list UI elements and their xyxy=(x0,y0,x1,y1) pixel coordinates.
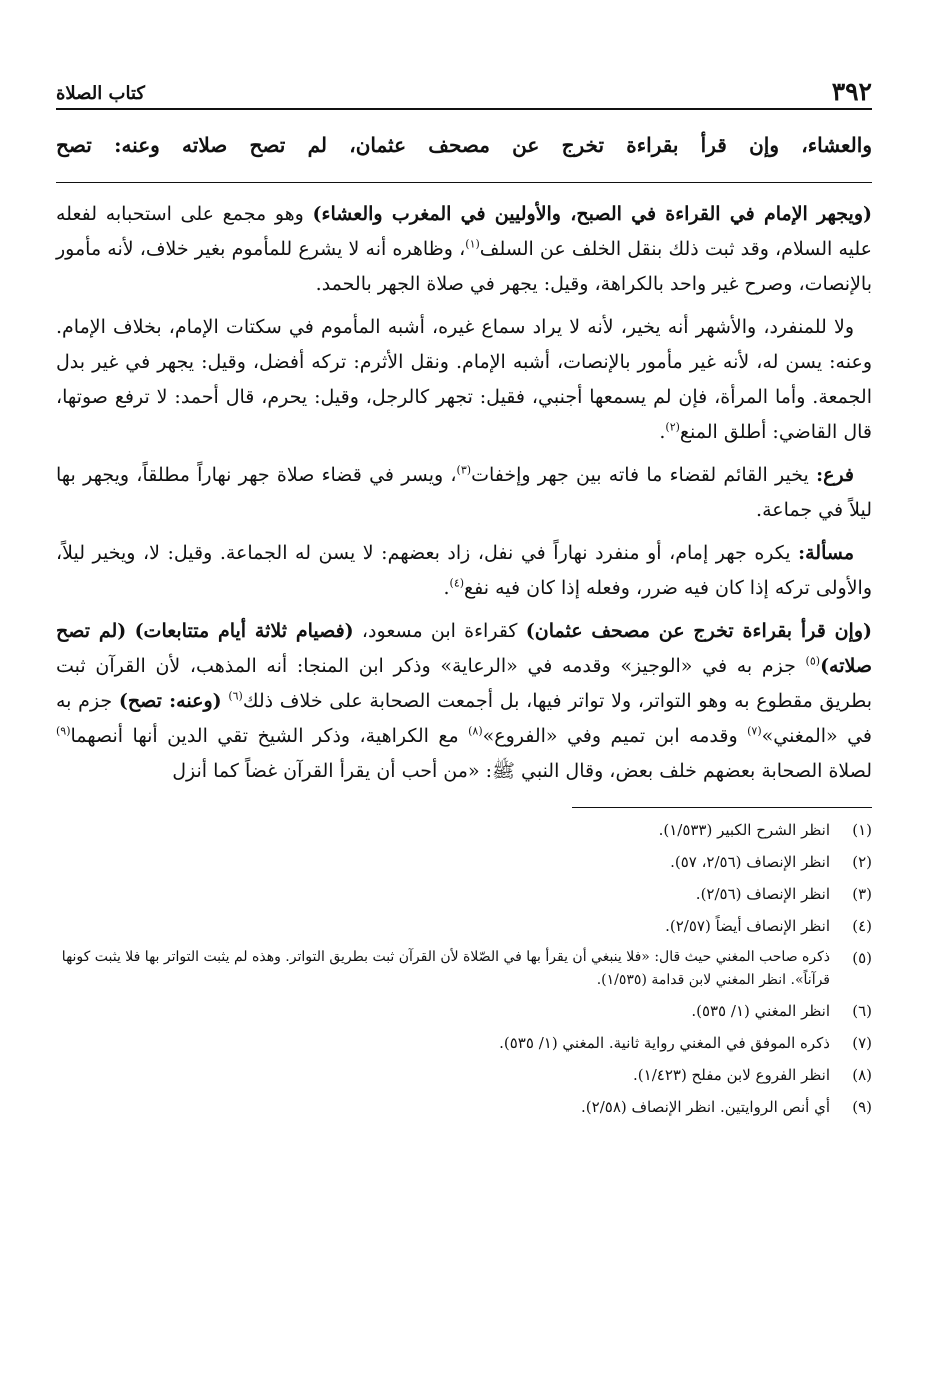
matn-block xyxy=(56,126,872,183)
footnote-ref-1[interactable]: (١) xyxy=(465,237,480,251)
quoted-matn: (وإن قرأ بقراءة تخرج عن مصحف عثمان) xyxy=(525,620,873,642)
footnote-4 xyxy=(56,914,872,939)
quoted-matn: (فصيام ثلاثة أيام متتابعات) xyxy=(134,620,354,642)
footnote-number: (١) xyxy=(852,821,872,839)
footnote-ref-2[interactable]: (٢) xyxy=(665,420,680,434)
footnote-text: أي أنص الروايتين. انظر الإنصاف (٢/٥٨). xyxy=(581,1098,830,1116)
quoted-matn: (لم تصح صلاته) xyxy=(56,620,872,677)
footnote-3 xyxy=(56,882,872,907)
footnote-text: ذكره الموفق في المغني رواية ثانية. المغني (١/ ٥٣٥). xyxy=(499,1034,830,1052)
footnote-ref-4[interactable]: (٤) xyxy=(449,576,465,590)
footnote-number: (٦) xyxy=(852,1002,872,1020)
commentary-paragraph-2 xyxy=(56,310,872,450)
paragraph-text: يخير القائم لقضاء ما فاته بين جهر وإخفات xyxy=(471,464,817,486)
footnote-number: (٥) xyxy=(852,949,872,967)
far-label: فرع: xyxy=(816,464,854,486)
footnote-7 xyxy=(56,1031,872,1056)
footnote-number: (٣) xyxy=(852,885,872,903)
paragraph-text: لصلاة الصحابة بعضهم خلف بعض، وقال النبي ﷺ: «من أحب أن يقرأ القرآن غضاً كما أنزل xyxy=(172,760,872,782)
running-head xyxy=(56,72,872,110)
footnote-ref-9[interactable]: (٩) xyxy=(56,724,71,738)
paragraph-text: ، ويسر في قضاء صلاة جهر نهاراً مطلقاً، ويجهر بها ليلاً في جماعة. xyxy=(56,464,872,521)
footnote-number: (٤) xyxy=(852,917,872,935)
footnote-text: انظر المغني (١/ ٥٣٥). xyxy=(691,1002,830,1020)
commentary-paragraph-3 xyxy=(56,458,872,528)
paragraph-text: . xyxy=(443,577,450,599)
footnote-text: انظر الفروع لابن مفلح (١/٤٢٣). xyxy=(633,1066,830,1084)
paragraph-text: . xyxy=(659,421,666,443)
footnote-number: (٢) xyxy=(852,853,872,871)
paragraph-text: يكره جهر إمام، أو منفرد نهاراً في نفل، زاد بعضهم: لا يسن له الجماعة. وقيل: لا، ويخير ليلاً، والأولى تركه إذا كان فيه ضرر، وفعله إذا كان فيه نفع xyxy=(56,542,872,599)
footnote-ref-7[interactable]: (٧) xyxy=(747,724,762,738)
footnote-number: (٨) xyxy=(852,1066,872,1084)
paragraph-text: جزم به في «المغني» xyxy=(56,690,873,747)
footnote-divider xyxy=(572,807,872,808)
footnote-text: انظر الشرح الكبير (١/٥٣٣). xyxy=(658,821,830,839)
footnote-ref-8[interactable]: (٨) xyxy=(468,724,483,738)
footnote-text: انظر الإنصاف (٢/٥٦، ٥٧). xyxy=(670,853,830,871)
footnote-text: انظر الإنصاف أيضاً (٢/٥٧). xyxy=(665,917,830,935)
matn-text: والعشاء، وإن قرأ بقراءة تخرج عن مصحف عثمان، لم تصح صلاته وعنه: تصح xyxy=(56,133,872,157)
footnote-ref-5[interactable]: (٥) xyxy=(805,654,821,668)
paragraph-text: ، وظاهره أنه لا يشرع للمأموم بغير خلاف، لأنه مأمور بالإنصات، وصرح غير واحد بالكراهة، وقيل: يجهر في صلاة الجهر بالحمد. xyxy=(56,238,872,295)
footnote-text: انظر الإنصاف (٢/٥٦). xyxy=(695,885,830,903)
footnotes xyxy=(56,818,872,1120)
commentary xyxy=(56,197,872,789)
commentary-paragraph-4 xyxy=(56,536,872,606)
footnote-5 xyxy=(56,946,872,992)
footnote-number: (٩) xyxy=(852,1098,872,1116)
masala-label: مسألة: xyxy=(798,542,854,564)
paragraph-text: وقدمه ابن تميم وفي «الفروع» xyxy=(482,725,748,747)
footnote-text: ذكره صاحب المغني حيث قال: «فلا ينبغي أن يقرأ بها في الصّلاة لأن القرآن ثبت بطريق التواتر. وهذه لم يثبت التواتر بها فلا يثبت كونها قرآناً». انظر المغني لابن قدامة (١/٥٣٥). xyxy=(61,949,830,988)
quoted-matn: (وعنه: تصح) xyxy=(118,690,222,712)
paragraph-text: جزم به في «الوجيز» وقدمه في «الرعاية» وذكر ابن المنجا: أنه المذهب، لأن القرآن ثبت بطريق مقطوع به وهو التواتر، ولا تواتر فيها، بل أجمعت الصحابة على خلاف ذلك xyxy=(56,655,872,712)
footnote-8 xyxy=(56,1063,872,1088)
commentary-paragraph-1 xyxy=(56,197,872,302)
footnote-1 xyxy=(56,818,872,843)
paragraph-text xyxy=(126,620,134,642)
paragraph-text: مع الكراهية، وذكر الشيخ تقي الدين أنها أنصهما xyxy=(70,725,469,747)
paragraph-text: كقراءة ابن مسعود، xyxy=(353,620,526,642)
footnote-ref-3[interactable]: (٣) xyxy=(456,463,472,477)
paragraph-text: وهو مجمع على استحبابه لفعله عليه السلام، وقد ثبت ذلك بنقل الخلف عن السلف xyxy=(56,203,872,260)
book-title: كتاب الصلاة xyxy=(56,83,145,104)
paragraph-text: ولا للمنفرد، والأشهر أنه يخير، لأنه لا يراد سماع غيره، أشبه المأموم في سكتات الإمام، بخلاف الإمام. وعنه: يسن له، لأنه غير مأمور بالإنصات، أشبه الإمام. ونقل الأثرم: تركه أفضل، وقيل: يجهر في غير بدل الجمعة. وأما المرأة، فإن لم يسمعها أجنبي، فقيل: تجهر كالرجل، وقيل: يحرم، قال أحمد: لا ترفع صوتها، قال القاضي: أطلق المنع xyxy=(56,316,872,443)
footnote-ref-6[interactable]: (٦) xyxy=(228,689,243,703)
commentary-paragraph-5 xyxy=(56,614,872,789)
footnote-number: (٧) xyxy=(852,1034,872,1052)
footnote-9 xyxy=(56,1095,872,1120)
quoted-matn: (ويجهر الإمام في القراءة في الصبح، والأوليين في المغرب والعشاء) xyxy=(312,203,872,225)
footnote-6 xyxy=(56,999,872,1024)
footnote-2 xyxy=(56,850,872,875)
page-number: ٣٩٢ xyxy=(831,77,872,106)
